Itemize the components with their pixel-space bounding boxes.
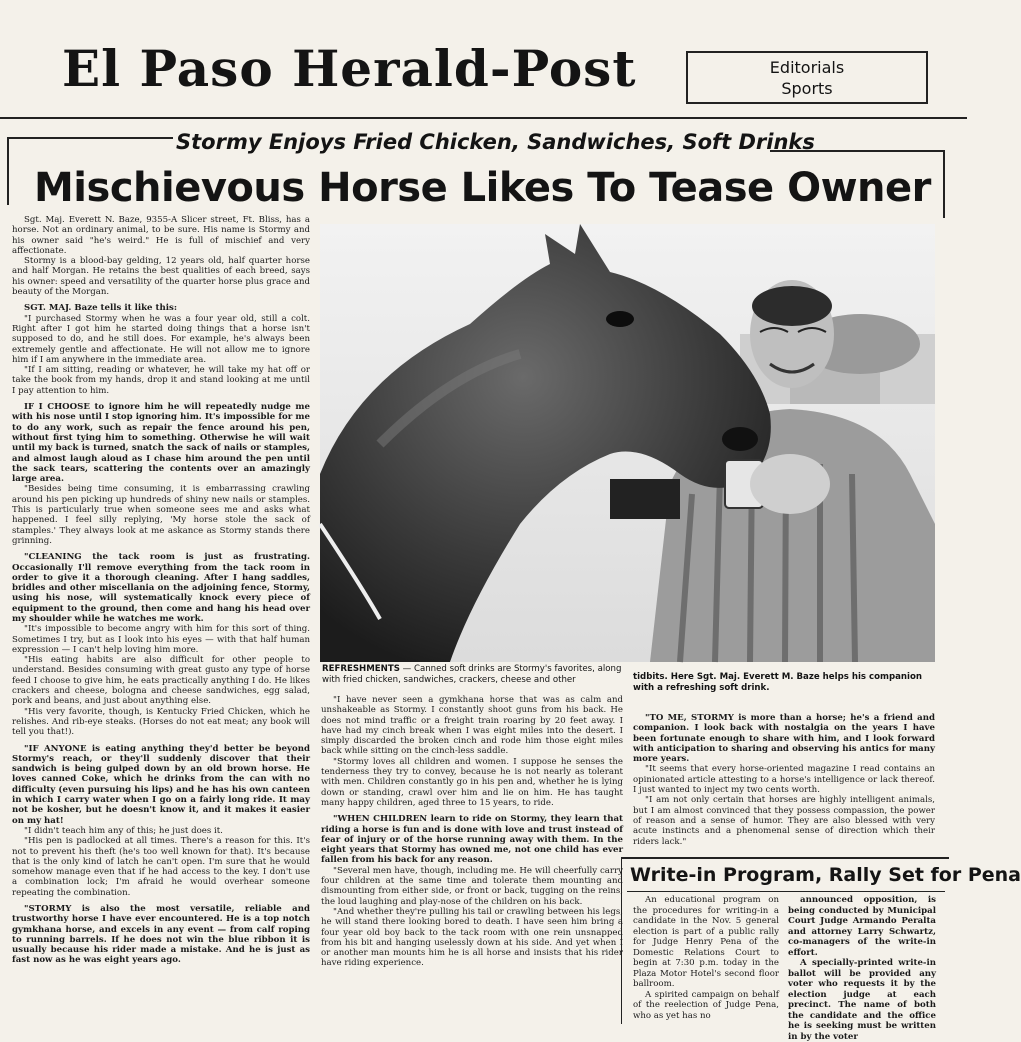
article-paragraph: "STORMY is also the most versatile, reliable and trustworthy horse I have ever encountered. He is a top notch gymkhana horse, and excels in any event — from calf roping to running barrels. If he does not win the blue ribbon it is usually because his rider made a mistake. And he is just as fast now as he was eight years ago. bbox=[12, 904, 310, 966]
sidebar-paragraph: announced opposition, is being conducted by Municipal Court Judge Armando Peralta and attorney Larry Schwartz, co-managers of the write-in effort. bbox=[788, 895, 936, 958]
index-sports[interactable]: Sports bbox=[781, 79, 833, 98]
frame-line bbox=[7, 137, 9, 205]
frame-line bbox=[7, 137, 173, 139]
article-paragraph: "IF ANYONE is eating anything they'd better be beyond Stormy's reach, or they'll suddenly discover that their sandwich is being gulped down by an old brown horse. He loves canned Coke, which he drinks from the can with no difficulty (even pursuing his lips) and he has his own canteen in which I carry water when I go on a fairly long ride. It may not be kosher, but he doesn't know it, and it makes it easier on my hat! bbox=[12, 743, 310, 826]
article-paragraph: IF I CHOOSE to ignore him he will repeatedly nudge me with his nose until I stop ignoring him. It's impossible for me to do any work, such as repair the fence around his pen, without first tying him to something. Otherwise he will wait until my back is turned, snatch the sack of nails or stamples, and almost laugh aloud as I chase him around the pen until the sack tears, scattering the contents over an amazingly large area. bbox=[12, 402, 310, 485]
article-paragraph: "I have never seen a gymkhana horse that was as calm and unshakeable as Stormy. I constantly shoot guns from his back. He does not mind traffic or a freight train roaring by 20 feet away. I have had my cinch break when I was eight miles into the desert. I simply discarded the broken cinch and rode him those eight miles back while sitting on the cinch-less saddle. bbox=[321, 695, 623, 757]
story-kicker: Stormy Enjoys Fried Chicken, Sandwiches, Soft Drinks bbox=[176, 130, 815, 154]
masthead-rule bbox=[0, 117, 967, 119]
caption-lead: REFRESHMENTS bbox=[322, 664, 400, 674]
article-paragraph: "CLEANING the tack room is just as frustrating. Occasionally I'll remove everything from the tack room in order to give it a thorough cleaning. After I hang saddles, bridles and other miscellania on the adjoining fence, Stormy, using his nose, will systematically knock every piece of equipment to the ground, then come and hang his head over my shoulder while he watches me work. bbox=[12, 552, 310, 624]
frame-line bbox=[943, 150, 945, 218]
article-column-2 bbox=[321, 695, 623, 1024]
article-paragraph: "WHEN CHILDREN learn to ride on Stormy, they learn that riding a horse is fun and is done with love and trust instead of fear of injury or of the horse running away with them. In the eight years that Stormy has owned me, not one child has ever fallen from his back for any reason. bbox=[321, 814, 623, 866]
sidebar-rule bbox=[627, 891, 945, 892]
article-paragraph: "Stormy loves all children and women. I suppose he senses the tenderness they try to convey, because he is not nearly as tolerant with men. Children constantly go in his pen and, whether he is lying down or standing, crawl over him and lie on him. He has taught many happy children, aged three to 15 years, to ride. bbox=[321, 756, 623, 808]
article-paragraph: "I purchased Stormy when he was a four year old, still a colt. Right after I got him he started doing things that a horse isn't supposed to do, and he still does. For example, he's always been extremely gentle and affectionate. He will not allow me to ignore him if I am anywhere in the immediate area. bbox=[12, 313, 310, 365]
article-column-1 bbox=[12, 215, 310, 1015]
sidebar-column-2 bbox=[788, 895, 936, 1042]
article-paragraph: "Several men have, though, including me. He will cheerfully carry four children at the same time and tolerate them mounting and dismounting from either side, or front or back, tugging on the reins, the loud laughing and play-nose of the children on his back. bbox=[321, 865, 623, 907]
article-paragraph: Sgt. Maj. Everett N. Baze, 9355-A Slicer street, Ft. Bliss, has a horse. Not an ordinary animal, to be sure. His name is Stormy and his owner said "he's weird." He is full of mischief and very affectionate. bbox=[12, 215, 310, 256]
article-paragraph: Stormy is a blood-bay gelding, 12 years old, half quarter horse and half Morgan. He retains the best qualities of each breed, says his owner: speed and versatility of the quarter horse plus grace and beauty of the Morgan. bbox=[12, 256, 310, 298]
article-paragraph: "His pen is padlocked at all times. There's a reason for this. It's not to prevent his theft (he's too well known for that). It's because that is the only kind of latch he can't open. I'm sure that he would somehow manage even that if he had access to the key. I don't use a combination lock; I'm afraid he would overhear someone repeating the combination. bbox=[12, 836, 310, 898]
article-paragraph: SGT. MAJ. Baze tells it like this: bbox=[24, 303, 178, 314]
sidebar-headline: Write-in Program, Rally Set for Pena bbox=[630, 864, 1021, 886]
horse-eye bbox=[606, 311, 634, 327]
masthead: El Paso Herald-Post bbox=[62, 39, 637, 98]
article-paragraph: "TO ME, STORMY is more than a horse; he's a friend and companion. I look back with nostalgia on the years I have been fortunate enough to share with him, and I look forward with anticipation to sharing and observing his antics for many more years. bbox=[633, 713, 935, 765]
index-editorials[interactable]: Editorials bbox=[769, 58, 845, 77]
article-paragraph: "Besides being time consuming, it is embarrassing crawling around his pen picking up hundreds of shiny new nails or stamples. This is particularly true when someone sees me and asks what happened. I feel silly replying, 'My horse stole the sack of stamples.' They always look at me askance as Stormy stands there grinning. bbox=[12, 484, 310, 546]
sidebar-paragraph: A specially-printed write-in ballot will be provided any voter who requests it by the election judge at each precinct. The name of both the candidate and the office he is seeking must be written in by the voter bbox=[788, 958, 936, 1042]
photo-caption-right bbox=[633, 672, 935, 693]
article-paragraph: "His eating habits are also difficult for other people to understand. Besides consuming with great gusto any type of horse feed I choose to give him, he eats practically anything I do. He likes crackers and cheese, bologna and cheese sandwiches, egg salad, pork and beans, and just about anything else. bbox=[12, 655, 310, 707]
sidebar-paragraph: A spirited campaign on behalf of the reelection of Judge Pena, who as yet has no bbox=[633, 989, 779, 1021]
article-column-3 bbox=[633, 707, 935, 857]
story-headline: Mischievous Horse Likes To Tease Owner bbox=[34, 165, 931, 211]
article-paragraph: "It's impossible to become angry with him for this sort of thing. Sometimes I try, but as I look into his eyes — with that half human expression — I can't help loving him more. bbox=[12, 624, 310, 655]
sidebar-column-1 bbox=[633, 895, 779, 1024]
article-paragraph: "If I am sitting, reading or whatever, he will take my hat off or take the book from my hands, drop it and stand looking at me until I pay attention to him. bbox=[12, 365, 310, 396]
caption-text: — Canned soft drinks are Stormy's favorites, along with fried chicken, sandwiches, crackers, cheese and other bbox=[322, 664, 622, 685]
sidebar-paragraph: An educational program on the procedures for writing-in a candidate in the Nov. 5 general election is part of a public rally for Judge Henry Pena of the Domestic Relations Court to begin at 7:30 p.m. today in the Plaza Motor Hotel's second floor ballroom. bbox=[633, 895, 779, 989]
section-index-box bbox=[686, 51, 928, 104]
article-paragraph: "I didn't teach him any of this; he just does it. bbox=[24, 825, 223, 836]
article-paragraph: "I am not only certain that horses are highly intelligent animals, but I am almost convinced that they possess compassion, the power of reason and a sense of humor. They are also blessed with very acute instincts and a phenomenal sense of direction which their riders lack." bbox=[633, 795, 935, 847]
article-paragraph: "His very favorite, though, is Kentucky Fried Chicken, which he relishes. And rib-eye steaks. (Horses do not eat meat; any book will tell you that!). bbox=[12, 706, 310, 738]
article-paragraph: "It seems that every horse-oriented magazine I read contains an opinionated article attesting to a horse's intelligence or lack thereof. I just wanted to inject my two cents worth. bbox=[633, 764, 935, 796]
article-paragraph: "And whether they're pulling his tail or crawling between his legs, he will stand there looking bored to death. I have seen him bring a four year old boy back to the tack room with one rein unsnapped from his bit and hanging uselessly down at his side. And yet when I or another man mounts him he is all horse and insists that his rider have riding experience. bbox=[321, 906, 623, 969]
horse-photo bbox=[320, 224, 935, 662]
caption-text: tidbits. Here Sgt. Maj. Everett M. Baze helps his companion with a refreshing soft drink. bbox=[633, 672, 922, 693]
photo-caption-left bbox=[322, 664, 624, 685]
